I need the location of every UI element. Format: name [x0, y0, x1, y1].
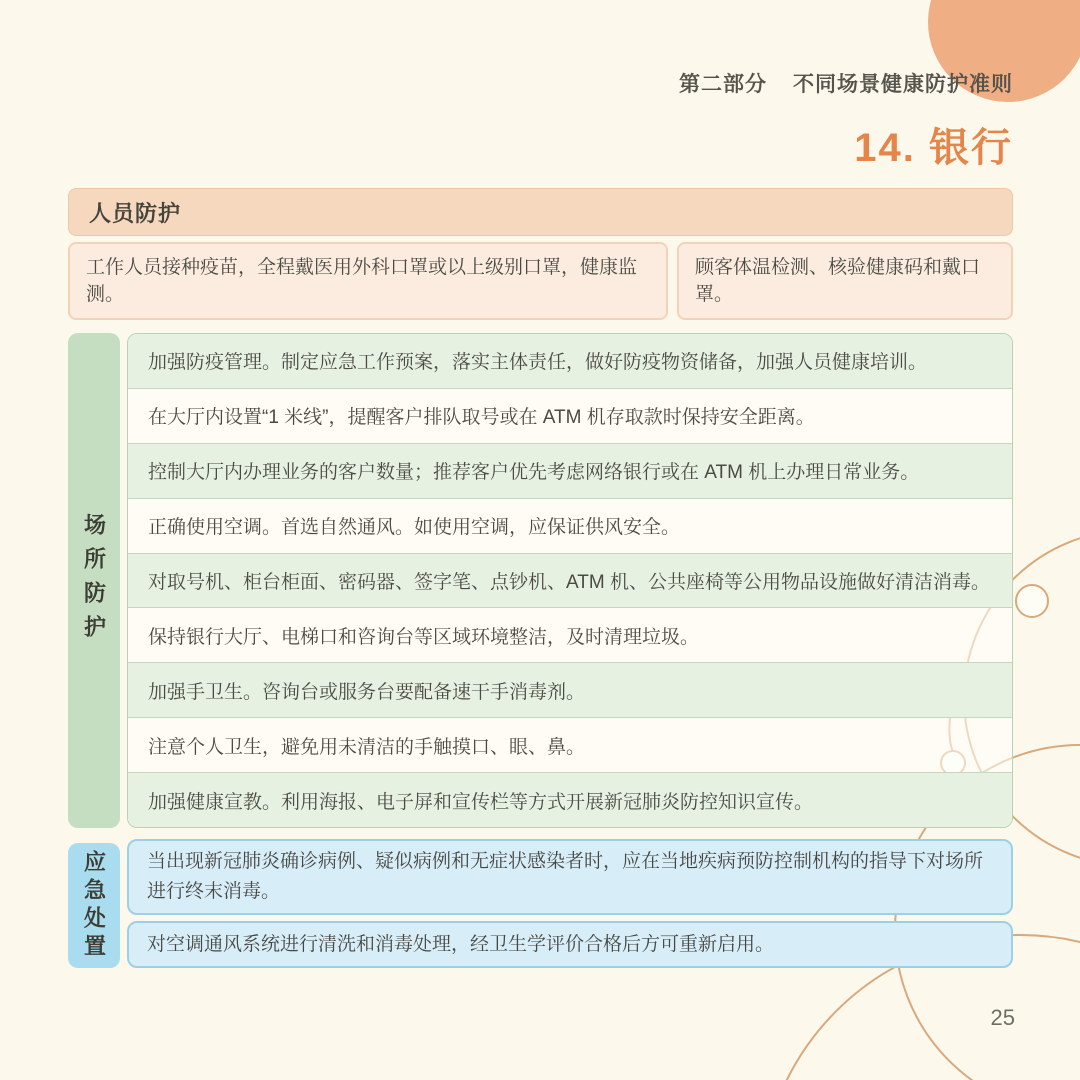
emergency-item-text: 对空调通风系统进行清洗和消毒处理，经卫生学评价合格后方可重新启用。	[147, 933, 775, 955]
venue-row-text: 保持银行大厅、电梯口和咨询台等区域环境整洁，及时清理垃圾。	[148, 626, 700, 648]
table-row	[128, 607, 1012, 662]
venue-row-text: 加强手卫生。咨询台或服务台要配备速干手消毒剂。	[148, 681, 586, 703]
personnel-item-customer-text: 顾客体温检测、核验健康码和戴口罩。	[695, 257, 981, 305]
venue-row-text: 加强防疫管理。制定应急工作预案，落实主体责任，做好防疫物资储备，加强人员健康培训。	[148, 352, 928, 374]
table-row	[128, 443, 1012, 498]
venue-row-text: 控制大厅内办理业务的客户数量；推荐客户优先考虑网络银行或在 ATM 机上办理日常业务。	[148, 462, 920, 484]
venue-row-text: 加强健康宣教。利用海报、电子屏和宣传栏等方式开展新冠肺炎防控知识宣传。	[148, 791, 814, 813]
venue-protection-table	[127, 333, 1013, 828]
venue-protection-label: 场所防护	[68, 333, 120, 828]
table-row	[128, 498, 1012, 553]
breadcrumb	[679, 68, 1013, 98]
emergency-item-disinfection	[127, 839, 1013, 915]
personnel-protection-header: 人员防护	[68, 188, 1013, 236]
personnel-item-staff	[68, 242, 668, 320]
venue-row-text: 对取号机、柜台柜面、密码器、签字笔、点钞机、ATM 机、公共座椅等公用物品设施做好清洁消毒。	[148, 572, 990, 593]
section-label: 第二部分	[679, 73, 767, 96]
personnel-item-customer	[677, 242, 1013, 320]
section-title: 不同场景健康防护准则	[793, 73, 1013, 96]
table-row	[128, 772, 1012, 827]
venue-row-text: 在大厅内设置“1 米线”，提醒客户排队取号或在 ATM 机存取款时保持安全距离。	[148, 407, 815, 429]
emergency-item-text: 当出现新冠肺炎确诊病例、疑似病例和无症状感染者时，应在当地疾病预防控制机构的指导下对场所进行终末消毒。	[147, 851, 984, 902]
personnel-item-staff-text: 工作人员接种疫苗，全程戴医用外科口罩或以上级别口罩，健康监测。	[86, 257, 638, 305]
table-row	[128, 717, 1012, 772]
page-number: 25	[990, 1005, 1015, 1030]
emergency-response-label: 应急处置	[68, 843, 120, 968]
emergency-item-hvac	[127, 921, 1013, 968]
venue-row-text: 正确使用空调。首选自然通风。如使用空调，应保证供风安全。	[148, 517, 681, 539]
page-title: 14. 银行	[854, 126, 1013, 170]
table-row	[128, 334, 1012, 388]
table-row	[128, 388, 1012, 443]
table-row	[128, 662, 1012, 717]
table-row	[128, 553, 1012, 608]
venue-row-text: 注意个人卫生，避免用未清洁的手触摸口、眼、鼻。	[148, 736, 586, 758]
